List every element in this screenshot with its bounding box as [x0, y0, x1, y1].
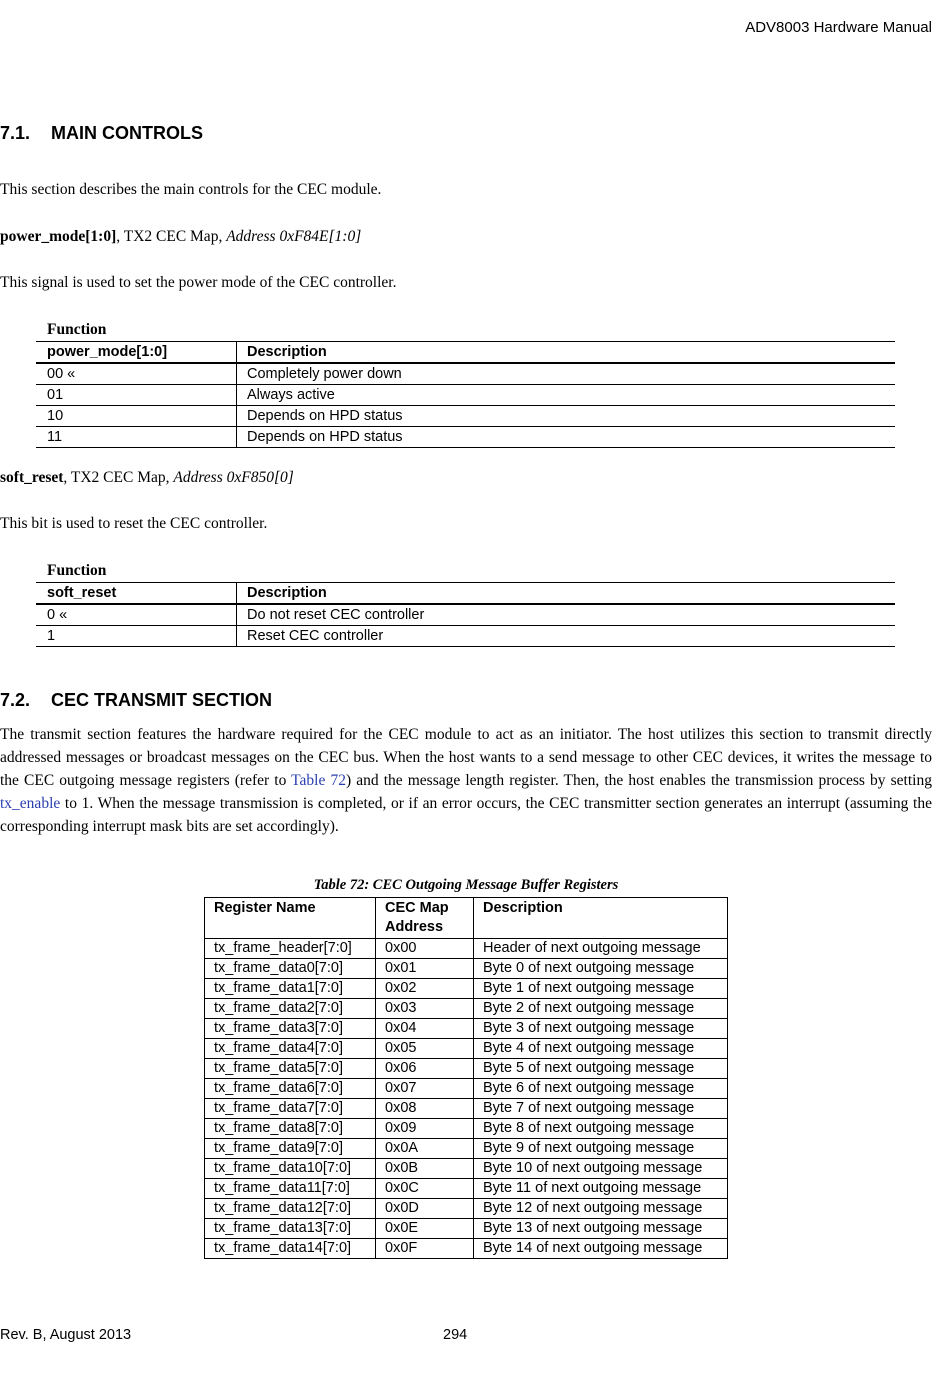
table-cell: Byte 13 of next outgoing message [474, 1219, 728, 1239]
register-address: Address 0xF84E[1:0] [226, 228, 362, 245]
register-address: Address 0xF850[0] [173, 469, 294, 486]
table-cell: 0x00 [376, 939, 474, 959]
table-row [205, 1219, 728, 1239]
table-cell: tx_frame_data7[7:0] [205, 1099, 376, 1119]
table-row [205, 1079, 728, 1099]
table-row [205, 979, 728, 999]
register-heading-soft-reset [0, 469, 294, 487]
table-header-row [36, 582, 895, 605]
table-cell: 0x0E [376, 1219, 474, 1239]
table-cell: Byte 8 of next outgoing message [474, 1119, 728, 1139]
table-cell: 01 [36, 385, 237, 405]
table-title: Function [47, 562, 107, 579]
table-cell: Byte 12 of next outgoing message [474, 1199, 728, 1219]
table-cell: 0x02 [376, 979, 474, 999]
register-table [204, 897, 728, 1259]
register-description: This signal is used to set the power mode of the CEC controller. [0, 274, 397, 291]
table-cell: 0x04 [376, 1019, 474, 1039]
table-cell: Header of next outgoing message [474, 939, 728, 959]
table-cell: Byte 5 of next outgoing message [474, 1059, 728, 1079]
header-cell: Description [247, 585, 327, 601]
table-cell: Byte 1 of next outgoing message [474, 979, 728, 999]
footer-page-number: 294 [443, 1327, 468, 1343]
paragraph-text: The transmit section features the hardware required for the CEC module to act as an initiator. The host utilizes this section to transmit directly addressed messages or broadcast messages on the CEC bus. When the host wants to a send message to other CEC devices, it writes the message to the CEC outgoing message registers (refer to [0, 726, 932, 789]
table-row [205, 1019, 728, 1039]
table-cell: Always active [247, 387, 335, 403]
table-cell: 1 [36, 626, 237, 646]
table-cell: tx_frame_data2[7:0] [205, 999, 376, 1019]
section-heading-7-1 [0, 123, 203, 144]
table-cell: 0x0B [376, 1159, 474, 1179]
table-cell: tx_frame_data6[7:0] [205, 1079, 376, 1099]
table-cell: Byte 6 of next outgoing message [474, 1079, 728, 1099]
register-heading-power-mode [0, 228, 361, 246]
table-cell: 0x01 [376, 959, 474, 979]
table-cell: 0x07 [376, 1079, 474, 1099]
header-cell: soft_reset [36, 583, 237, 603]
footer-revision: Rev. B, August 2013 [0, 1327, 132, 1343]
table-cell: 0x05 [376, 1039, 474, 1059]
table-cell: 0 « [36, 605, 237, 625]
section-number: 7.1. [0, 123, 31, 143]
section-intro: This section describes the main controls for the CEC module. [0, 181, 382, 198]
table-row [36, 406, 895, 427]
document-title: ADV8003 Hardware Manual [745, 19, 932, 36]
table-row [205, 1059, 728, 1079]
register-map: , TX2 CEC Map, [63, 469, 174, 486]
table-cell: tx_frame_header[7:0] [205, 939, 376, 959]
table-cell: 0x09 [376, 1119, 474, 1139]
table-cell: 00 « [36, 364, 237, 384]
table-cell: Byte 7 of next outgoing message [474, 1099, 728, 1119]
table-row [205, 1099, 728, 1119]
table-cell: Completely power down [247, 366, 402, 382]
register-name: power_mode [0, 228, 86, 245]
table-title: Function [47, 321, 107, 338]
header-cell: CEC Map Address [376, 898, 474, 939]
table-cell: tx_frame_data5[7:0] [205, 1059, 376, 1079]
table-header-row [36, 341, 895, 364]
table-row [205, 1199, 728, 1219]
register-map: , TX2 CEC Map, [116, 228, 227, 245]
table-cell: Byte 2 of next outgoing message [474, 999, 728, 1019]
table-cell: Depends on HPD status [247, 429, 403, 445]
header-cell: power_mode[1:0] [36, 342, 237, 362]
table-row [205, 1119, 728, 1139]
table-cell: 10 [36, 406, 237, 426]
table-cell: tx_frame_data0[7:0] [205, 959, 376, 979]
table-row [205, 959, 728, 979]
table-cell: tx_frame_data11[7:0] [205, 1179, 376, 1199]
section-title: CEC TRANSMIT SECTION [51, 690, 273, 710]
table-cell: tx_frame_data9[7:0] [205, 1139, 376, 1159]
table-cell: Byte 3 of next outgoing message [474, 1019, 728, 1039]
table-row [205, 1239, 728, 1259]
table-cell: tx_frame_data8[7:0] [205, 1119, 376, 1139]
table-cell: Do not reset CEC controller [247, 607, 425, 623]
table-row [205, 1039, 728, 1059]
table-cell: Depends on HPD status [247, 408, 403, 424]
table-row [205, 1179, 728, 1199]
table-row [36, 626, 895, 647]
function-table-power-mode [36, 319, 895, 448]
table-cell: tx_frame_data12[7:0] [205, 1199, 376, 1219]
table-cell: Byte 0 of next outgoing message [474, 959, 728, 979]
table-cell: tx_frame_data10[7:0] [205, 1159, 376, 1179]
register-name: soft_reset [0, 469, 64, 486]
header-cell: Description [247, 344, 327, 360]
table-72-link[interactable]: Table 72 [291, 772, 346, 789]
table-cell: Reset CEC controller [247, 628, 384, 644]
table-cell: Byte 9 of next outgoing message [474, 1139, 728, 1159]
section-body-paragraph [0, 723, 932, 838]
table-cell: 0x0D [376, 1199, 474, 1219]
register-bits: [1:0] [85, 228, 117, 245]
table-row [205, 1139, 728, 1159]
header-cell: Description [474, 898, 728, 939]
table-cell: 0x0C [376, 1179, 474, 1199]
section-title: MAIN CONTROLS [51, 123, 203, 143]
paragraph-text: ) and the message length register. Then, the host enables the transmission process by setting [345, 772, 932, 789]
table-row [36, 427, 895, 448]
table-cell: 0x06 [376, 1059, 474, 1079]
table-row [36, 605, 895, 626]
section-heading-7-2 [0, 690, 272, 711]
table-row [36, 385, 895, 406]
table-cell: Byte 10 of next outgoing message [474, 1159, 728, 1179]
header-cell: Register Name [205, 898, 376, 939]
table-cell: 0x0A [376, 1139, 474, 1159]
table-cell: 0x08 [376, 1099, 474, 1119]
table-cell: tx_frame_data1[7:0] [205, 979, 376, 999]
tx-enable-link[interactable]: tx_enable [0, 795, 61, 812]
table-cell: tx_frame_data4[7:0] [205, 1039, 376, 1059]
table-cell: tx_frame_data14[7:0] [205, 1239, 376, 1259]
table-cell: 0x03 [376, 999, 474, 1019]
table-row [205, 999, 728, 1019]
table-cell: Byte 14 of next outgoing message [474, 1239, 728, 1259]
table-cell: tx_frame_data3[7:0] [205, 1019, 376, 1039]
table-row [205, 1159, 728, 1179]
table-cell: 11 [36, 427, 237, 447]
table-cell: Byte 4 of next outgoing message [474, 1039, 728, 1059]
table-caption: Table 72: CEC Outgoing Message Buffer Registers [313, 877, 619, 893]
table-cell: Byte 11 of next outgoing message [474, 1179, 728, 1199]
register-description: This bit is used to reset the CEC controller. [0, 515, 268, 532]
table-cell: 0x0F [376, 1239, 474, 1259]
section-number: 7.2. [0, 690, 31, 710]
paragraph-text: to 1. When the message transmission is completed, or if an error occurs, the CEC transmitter section generates an interrupt (assuming the corresponding interrupt mask bits are set accordingly). [0, 795, 932, 835]
table-cell: tx_frame_data13[7:0] [205, 1219, 376, 1239]
function-table-soft-reset [36, 560, 895, 647]
table-row [205, 939, 728, 959]
table-row [36, 364, 895, 385]
table-header-row [205, 898, 728, 939]
